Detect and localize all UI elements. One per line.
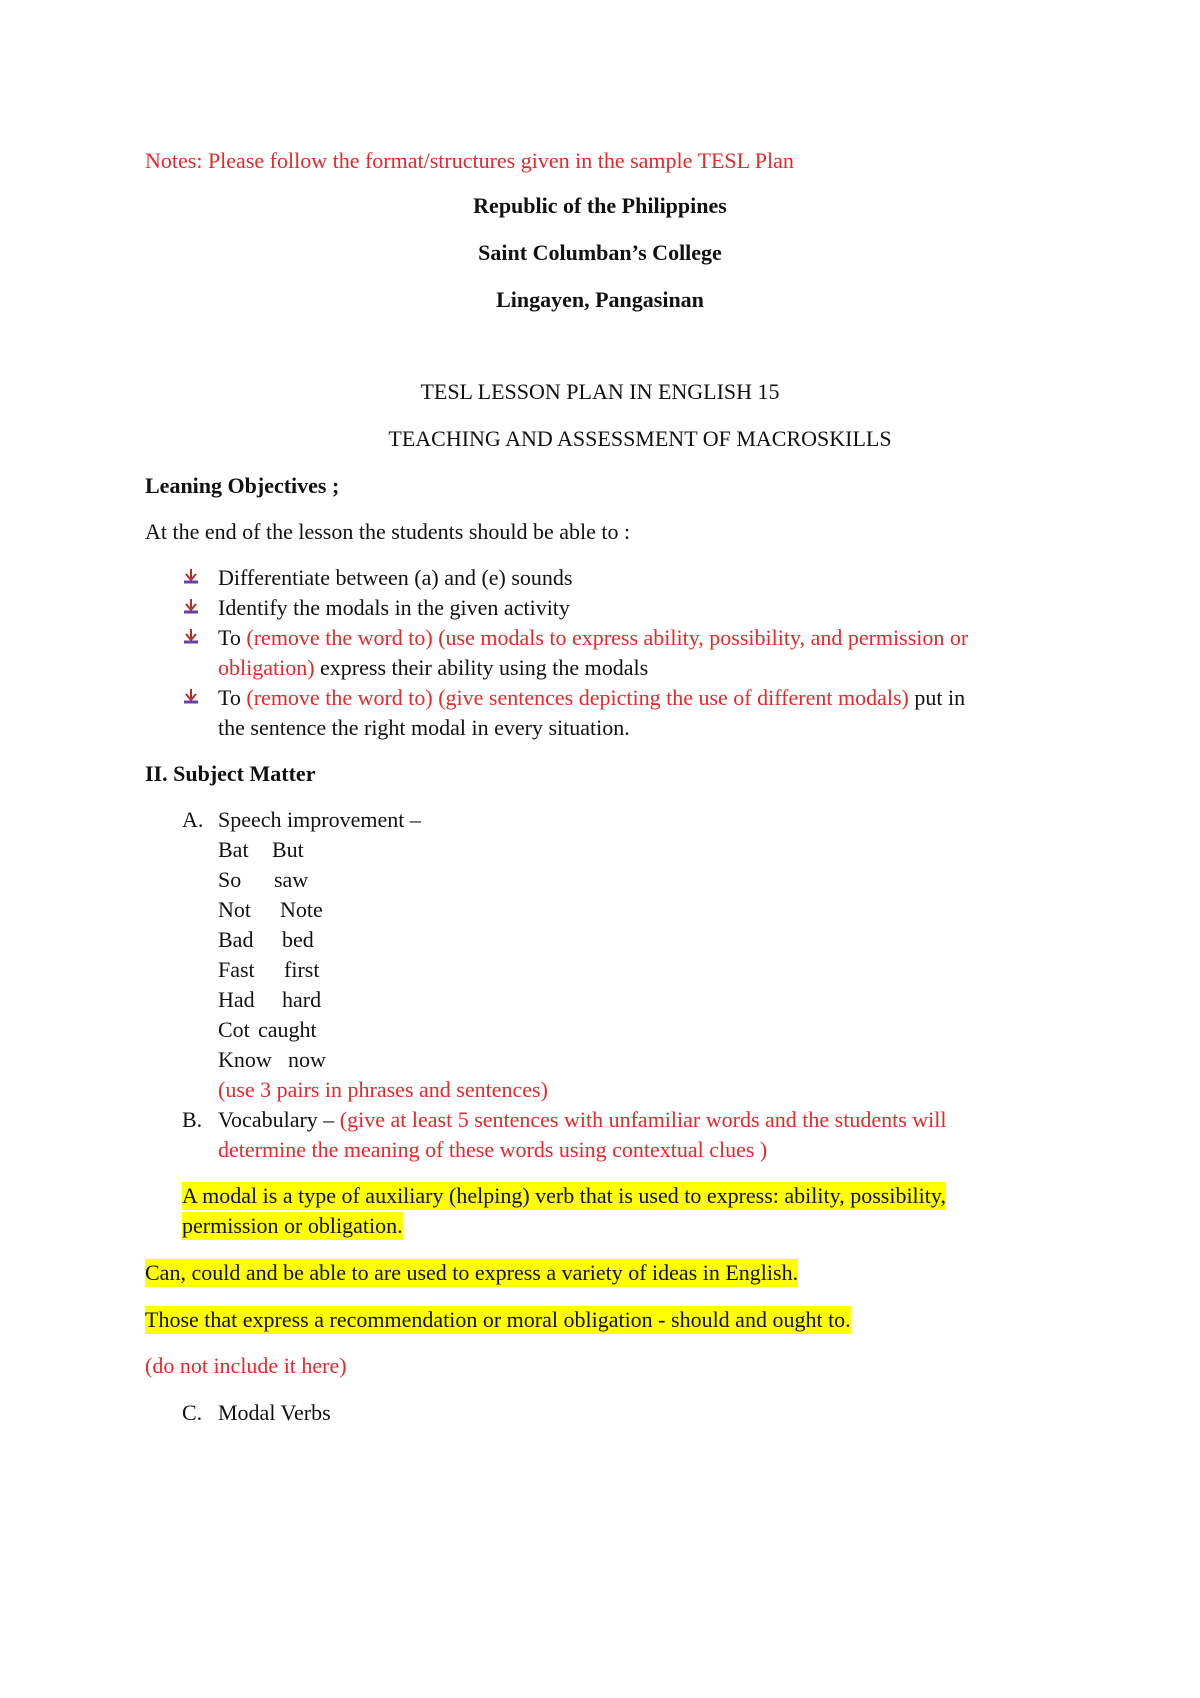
- arrow-bullet-icon: [182, 598, 200, 616]
- objective-comment: (remove the word to) (give sentences depicting the use of different modals): [246, 685, 909, 710]
- subject-matter-heading: II. Subject Matter: [145, 761, 316, 786]
- objective-item-continued: [218, 654, 648, 682]
- objective-item: Differentiate between (a) and (e) sounds: [218, 565, 573, 590]
- word-pair-second: bed: [282, 927, 314, 952]
- word-pair: [218, 896, 323, 924]
- plan-subtitle: TEACHING AND ASSESSMENT OF MACROSKILLS: [388, 426, 892, 451]
- speech-improvement-note: (use 3 pairs in phrases and sentences): [218, 1077, 548, 1102]
- notes-comment: Notes: Please follow the format/structures given in the sample TESL Plan: [145, 148, 794, 173]
- word-pair: [218, 866, 308, 894]
- list-marker-a: A.: [182, 807, 204, 832]
- vocabulary-label: Vocabulary –: [218, 1107, 340, 1132]
- objective-prefix: To: [218, 685, 247, 710]
- highlighted-definition-continued: permission or obligation.: [182, 1213, 403, 1238]
- word-pair-first: Know: [218, 1047, 272, 1072]
- word-pair-first: Bad: [218, 927, 254, 952]
- word-pair-first: Fast: [218, 957, 255, 982]
- objective-item-continued: the sentence the right modal in every situation.: [218, 715, 630, 740]
- objective-comment: obligation): [218, 655, 315, 680]
- vocabulary-comment: (give at least 5 sentences with unfamiliar words and the students will: [339, 1107, 947, 1132]
- arrow-bullet-icon: [182, 568, 200, 586]
- highlighted-definition: A modal is a type of auxiliary (helping) verb that is used to express: ability, possibility,: [182, 1183, 946, 1208]
- objective-item: [218, 684, 965, 712]
- arrow-bullet-icon: [182, 688, 200, 706]
- word-pair-first: Not: [218, 897, 251, 922]
- vocabulary-comment-continued: determine the meaning of these words using contextual clues ): [218, 1137, 768, 1162]
- word-pair-first: So: [218, 867, 242, 892]
- header-republic: Republic of the Philippines: [473, 193, 727, 218]
- objectives-heading: Leaning Objectives ;: [145, 473, 340, 498]
- word-pair: [218, 1016, 317, 1044]
- word-pair-second: hard: [282, 987, 322, 1012]
- word-pair: [218, 926, 314, 954]
- objective-comment: (remove the word to) (use modals to express ability, possibility, and permission or: [246, 625, 969, 650]
- objective-item: Identify the modals in the given activity: [218, 595, 570, 620]
- do-not-include-comment: (do not include it here): [145, 1353, 347, 1378]
- word-pair-second: first: [284, 957, 320, 982]
- header-location: Lingayen, Pangasinan: [496, 287, 704, 312]
- word-pair: [218, 986, 321, 1014]
- plan-title: TESL LESSON PLAN IN ENGLISH 15: [420, 379, 780, 404]
- objective-text: express their ability using the modals: [314, 655, 649, 680]
- word-pair: [218, 836, 304, 864]
- speech-improvement-label: Speech improvement –: [218, 807, 421, 832]
- highlighted-should-ought: Those that express a recommendation or moral obligation - should and ought to.: [145, 1307, 851, 1332]
- list-marker-c: C.: [182, 1400, 203, 1425]
- word-pair-second: saw: [274, 867, 309, 892]
- objectives-intro: At the end of the lesson the students should be able to :: [145, 519, 631, 544]
- word-pair: [218, 956, 319, 984]
- highlighted-can-could: Can, could and be able to are used to express a variety of ideas in English.: [145, 1260, 799, 1285]
- word-pair-first: Bat: [218, 837, 249, 862]
- word-pair-second: Note: [280, 897, 323, 922]
- word-pair: [218, 1046, 326, 1074]
- vocabulary-item: [218, 1106, 946, 1134]
- objective-item: [218, 624, 968, 652]
- word-pair-second: caught: [258, 1017, 317, 1042]
- word-pair-second: But: [272, 837, 304, 862]
- arrow-bullet-icon: [182, 628, 200, 646]
- word-pair-first: Cot: [218, 1017, 250, 1042]
- objective-prefix: To: [218, 625, 247, 650]
- objective-text: put in: [908, 685, 966, 710]
- list-marker-b: B.: [182, 1107, 203, 1132]
- word-pair-second: now: [288, 1047, 326, 1072]
- header-college: Saint Columban’s College: [478, 240, 722, 265]
- modal-verbs-label: Modal Verbs: [218, 1400, 331, 1425]
- word-pair-first: Had: [218, 987, 255, 1012]
